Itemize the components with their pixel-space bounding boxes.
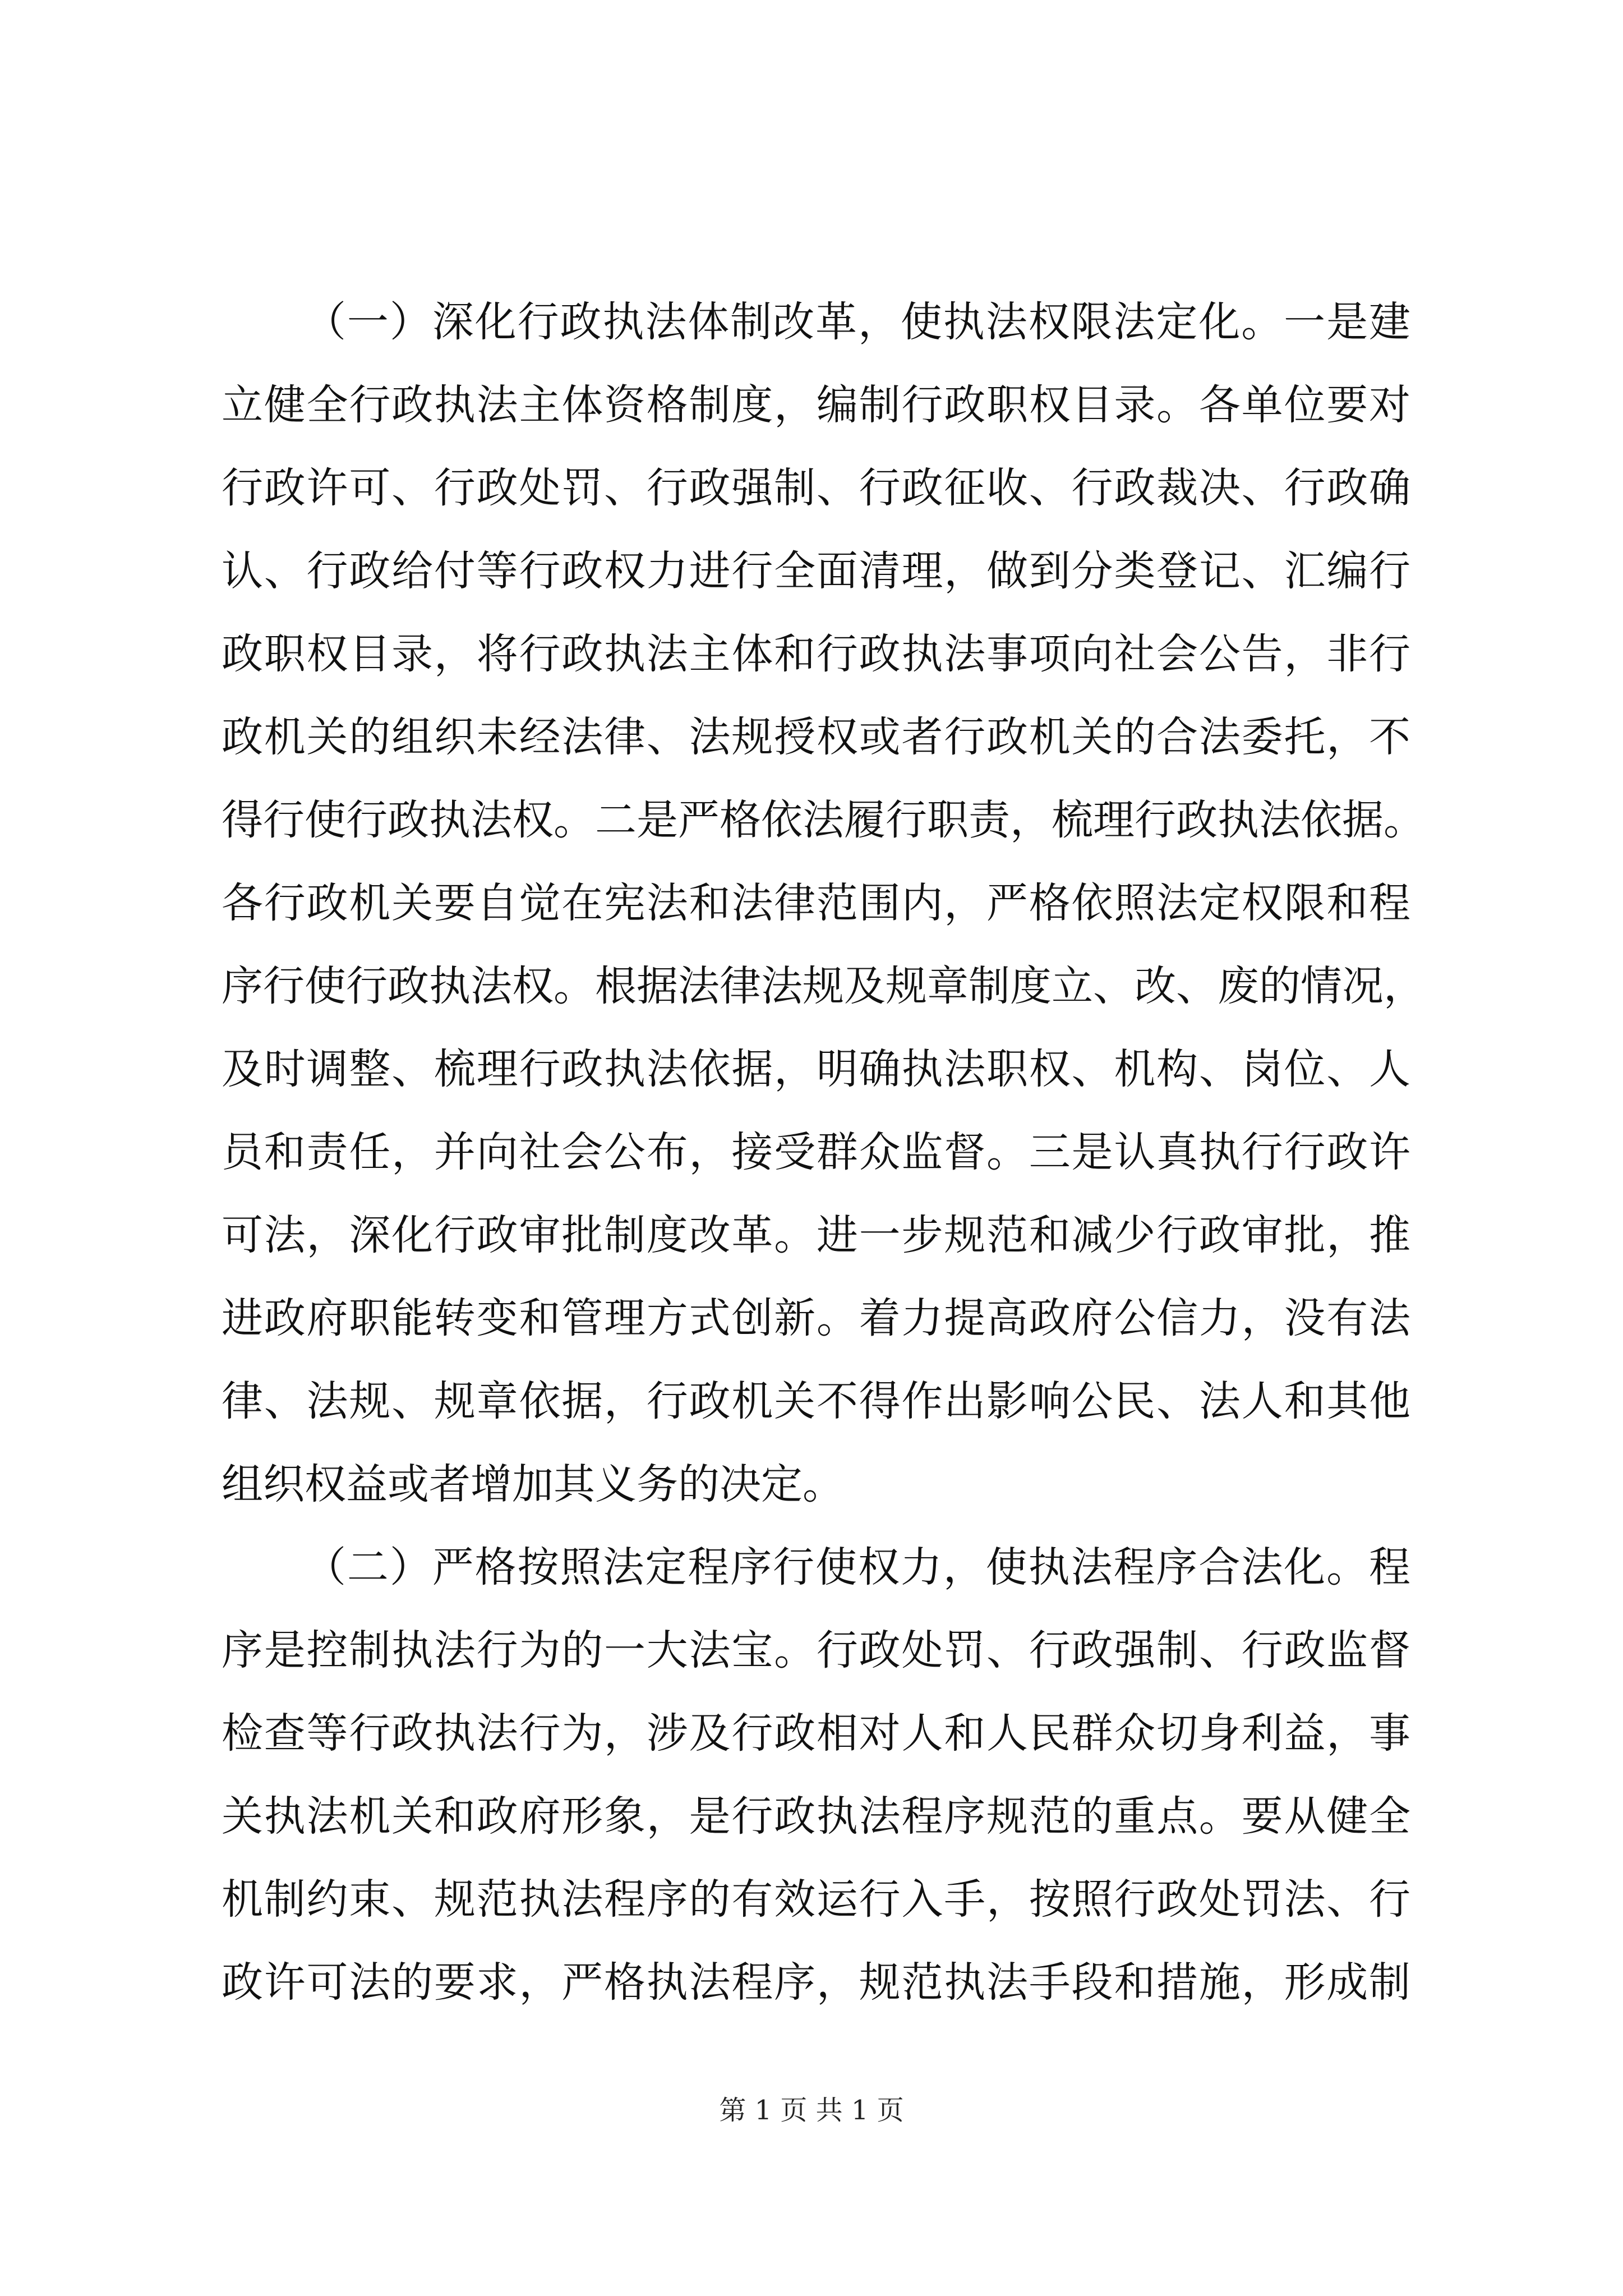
- document-body: [222, 280, 1425, 2024]
- paragraph-1-line-4: 认、行政给付等行政权力进行全面清理，做到分类登记、汇编行: [222, 547, 1410, 595]
- paragraph-1-line-15: 组织权益或者增加其义务的决定。: [222, 1460, 844, 1508]
- paragraph-1-line-1: （一）深化行政执法体制改革，使执法权限法定化。一是建: [305, 298, 1410, 346]
- paragraph-1-line-13: 进政府职能转变和管理方式创新。着力提高政府公信力，没有法: [222, 1294, 1410, 1342]
- paragraph-1-line-12: 可法，深化行政审批制度改革。进一步规范和减少行政审批，推: [222, 1211, 1410, 1259]
- page-footer: [0, 2092, 1623, 2128]
- paragraph-2-line-3: 检查等行政执法行为，涉及行政相对人和人民群众切身利益，事: [222, 1709, 1410, 1757]
- paragraph-1-line-3: 行政许可、行政处罚、行政强制、行政征收、行政裁决、行政确: [222, 464, 1410, 512]
- paragraph-1-line-2: 立健全行政执法主体资格制度，编制行政职权目录。各单位要对: [222, 381, 1410, 429]
- paragraph-2-line-1: （二）严格按照法定程序行使权力，使执法程序合法化。程: [305, 1543, 1410, 1591]
- paragraph-1-line-11: 员和责任，并向社会公布，接受群众监督。三是认真执行行政许: [222, 1128, 1410, 1176]
- paragraph-2-line-4: 关执法机关和政府形象，是行政执法程序规范的重点。要从健全: [222, 1792, 1410, 1841]
- page-number: 第 1 页 共 1 页: [719, 2095, 904, 2126]
- paragraph-1-line-10: 及时调整、梳理行政执法依据，明确执法职权、机构、岗位、人: [222, 1045, 1410, 1093]
- paragraph-1-line-7: 得行使行政执法权。二是严格依法履行职责，梳理行政执法依据。: [222, 796, 1425, 844]
- paragraph-2-line-2: 序是控制执法行为的一大法宝。行政处罚、行政强制、行政监督: [222, 1626, 1410, 1674]
- paragraph-2-line-5: 机制约束、规范执法程序的有效运行入手，按照行政处罚法、行: [222, 1875, 1410, 1924]
- paragraph-1-line-9: 序行使行政执法权。根据法律法规及规章制度立、改、废的情况，: [222, 962, 1425, 1010]
- paragraph-1-line-14: 律、法规、规章依据，行政机关不得作出影响公民、法人和其他: [222, 1377, 1410, 1425]
- paragraph-1-line-6: 政机关的组织未经法律、法规授权或者行政机关的合法委托，不: [222, 713, 1410, 761]
- paragraph-1-line-8: 各行政机关要自觉在宪法和法律范围内，严格依照法定权限和程: [222, 879, 1410, 927]
- paragraph-1-line-5: 政职权目录，将行政执法主体和行政执法事项向社会公告，非行: [222, 630, 1410, 678]
- paragraph-2-line-6: 政许可法的要求，严格执法程序，规范执法手段和措施，形成制: [222, 1958, 1410, 2007]
